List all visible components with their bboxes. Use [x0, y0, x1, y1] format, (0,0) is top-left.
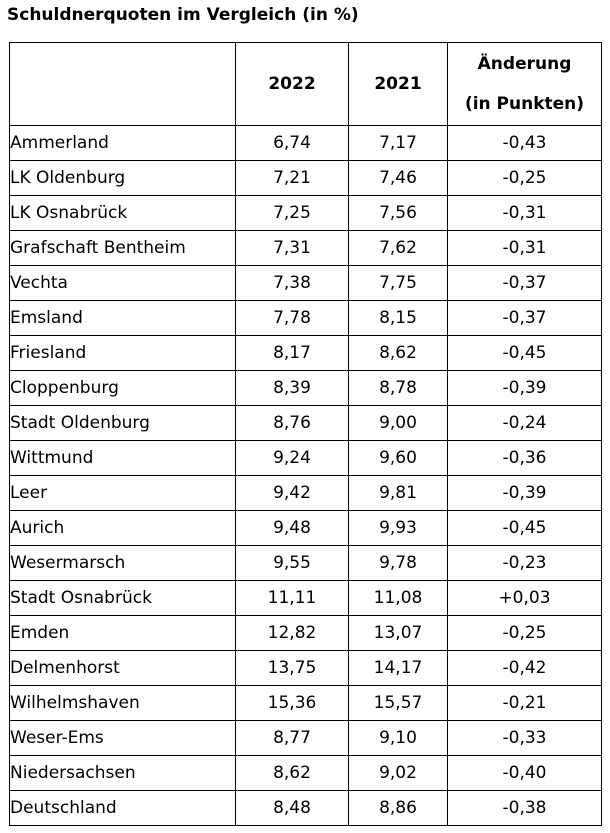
table-row [10, 476, 602, 511]
value-2022-cell: 9,24 [236, 441, 349, 476]
value-2021-cell: 11,08 [349, 581, 448, 616]
debt-ratio-table [9, 42, 602, 826]
change-cell: -0,42 [448, 651, 602, 686]
value-2022-cell: 6,74 [236, 126, 349, 161]
region-cell: Wittmund [10, 441, 236, 476]
change-cell: -0,31 [448, 231, 602, 266]
value-2022-cell: 12,82 [236, 616, 349, 651]
table-row [10, 616, 602, 651]
page-title: Schuldnerquoten im Vergleich (in %) [7, 5, 359, 25]
value-2022-cell: 15,36 [236, 686, 349, 721]
region-cell: Aurich [10, 511, 236, 546]
value-2022-cell: 11,11 [236, 581, 349, 616]
change-cell: -0,38 [448, 791, 602, 826]
table-row [10, 231, 602, 266]
change-cell: -0,25 [448, 161, 602, 196]
region-cell: Deutschland [10, 791, 236, 826]
value-2022-cell: 13,75 [236, 651, 349, 686]
value-2021-cell: 7,46 [349, 161, 448, 196]
value-2021-cell: 7,62 [349, 231, 448, 266]
change-cell: -0,39 [448, 476, 602, 511]
change-cell: -0,31 [448, 196, 602, 231]
value-2021-cell: 9,02 [349, 756, 448, 791]
value-2021-cell: 15,57 [349, 686, 448, 721]
value-2022-cell: 8,39 [236, 371, 349, 406]
value-2022-cell: 7,31 [236, 231, 349, 266]
table-row [10, 651, 602, 686]
change-cell: -0,39 [448, 371, 602, 406]
value-2021-cell: 8,86 [349, 791, 448, 826]
table-row [10, 686, 602, 721]
table-row [10, 511, 602, 546]
change-cell: -0,23 [448, 546, 602, 581]
value-2022-cell: 9,55 [236, 546, 349, 581]
region-cell: Niedersachsen [10, 756, 236, 791]
value-2021-cell: 7,75 [349, 266, 448, 301]
change-cell: -0,21 [448, 686, 602, 721]
value-2021-cell: 9,00 [349, 406, 448, 441]
table-row [10, 581, 602, 616]
region-cell: Leer [10, 476, 236, 511]
value-2021-cell: 8,15 [349, 301, 448, 336]
table-row [10, 441, 602, 476]
header-change-label: Änderung [477, 54, 572, 74]
region-cell: Stadt Oldenburg [10, 406, 236, 441]
region-cell: Stadt Osnabrück [10, 581, 236, 616]
table-row [10, 371, 602, 406]
value-2021-cell: 14,17 [349, 651, 448, 686]
value-2022-cell: 7,25 [236, 196, 349, 231]
change-cell: -0,45 [448, 511, 602, 546]
value-2022-cell: 8,17 [236, 336, 349, 371]
header-year-2021: 2021 [349, 43, 448, 126]
region-cell: Wilhelmshaven [10, 686, 236, 721]
region-cell: Vechta [10, 266, 236, 301]
table-row [10, 266, 602, 301]
value-2021-cell: 9,78 [349, 546, 448, 581]
region-cell: Friesland [10, 336, 236, 371]
table-header-row [10, 43, 602, 126]
value-2021-cell: 7,56 [349, 196, 448, 231]
region-cell: Delmenhorst [10, 651, 236, 686]
value-2022-cell: 8,77 [236, 721, 349, 756]
value-2021-cell: 9,81 [349, 476, 448, 511]
value-2021-cell: 9,60 [349, 441, 448, 476]
value-2022-cell: 8,48 [236, 791, 349, 826]
table-row [10, 301, 602, 336]
change-cell: -0,33 [448, 721, 602, 756]
table-row [10, 336, 602, 371]
region-cell: Weser-Ems [10, 721, 236, 756]
region-cell: Emsland [10, 301, 236, 336]
value-2022-cell: 7,38 [236, 266, 349, 301]
value-2021-cell: 9,10 [349, 721, 448, 756]
change-cell: -0,37 [448, 266, 602, 301]
header-year-2022: 2022 [236, 43, 349, 126]
value-2021-cell: 8,62 [349, 336, 448, 371]
region-cell: Wesermarsch [10, 546, 236, 581]
region-cell: Ammerland [10, 126, 236, 161]
change-cell: -0,24 [448, 406, 602, 441]
value-2022-cell: 9,48 [236, 511, 349, 546]
table-row [10, 196, 602, 231]
value-2022-cell: 9,42 [236, 476, 349, 511]
value-2022-cell: 8,62 [236, 756, 349, 791]
region-cell: LK Osnabrück [10, 196, 236, 231]
table-row [10, 161, 602, 196]
value-2021-cell: 8,78 [349, 371, 448, 406]
table-row [10, 406, 602, 441]
change-cell: +0,03 [448, 581, 602, 616]
header-change-unit: (in Punkten) [464, 94, 585, 114]
table-body [10, 126, 602, 826]
value-2022-cell: 7,21 [236, 161, 349, 196]
header-region [10, 43, 236, 126]
value-2021-cell: 9,93 [349, 511, 448, 546]
change-cell: -0,43 [448, 126, 602, 161]
region-cell: Cloppenburg [10, 371, 236, 406]
change-cell: -0,37 [448, 301, 602, 336]
region-cell: Grafschaft Bentheim [10, 231, 236, 266]
value-2021-cell: 7,17 [349, 126, 448, 161]
value-2022-cell: 8,76 [236, 406, 349, 441]
table-row [10, 126, 602, 161]
change-cell: -0,25 [448, 616, 602, 651]
table-row [10, 721, 602, 756]
header-change [448, 43, 602, 126]
table-row [10, 791, 602, 826]
change-cell: -0,40 [448, 756, 602, 791]
value-2022-cell: 7,78 [236, 301, 349, 336]
value-2021-cell: 13,07 [349, 616, 448, 651]
table-row [10, 756, 602, 791]
table-row [10, 546, 602, 581]
change-cell: -0,36 [448, 441, 602, 476]
change-cell: -0,45 [448, 336, 602, 371]
region-cell: LK Oldenburg [10, 161, 236, 196]
region-cell: Emden [10, 616, 236, 651]
